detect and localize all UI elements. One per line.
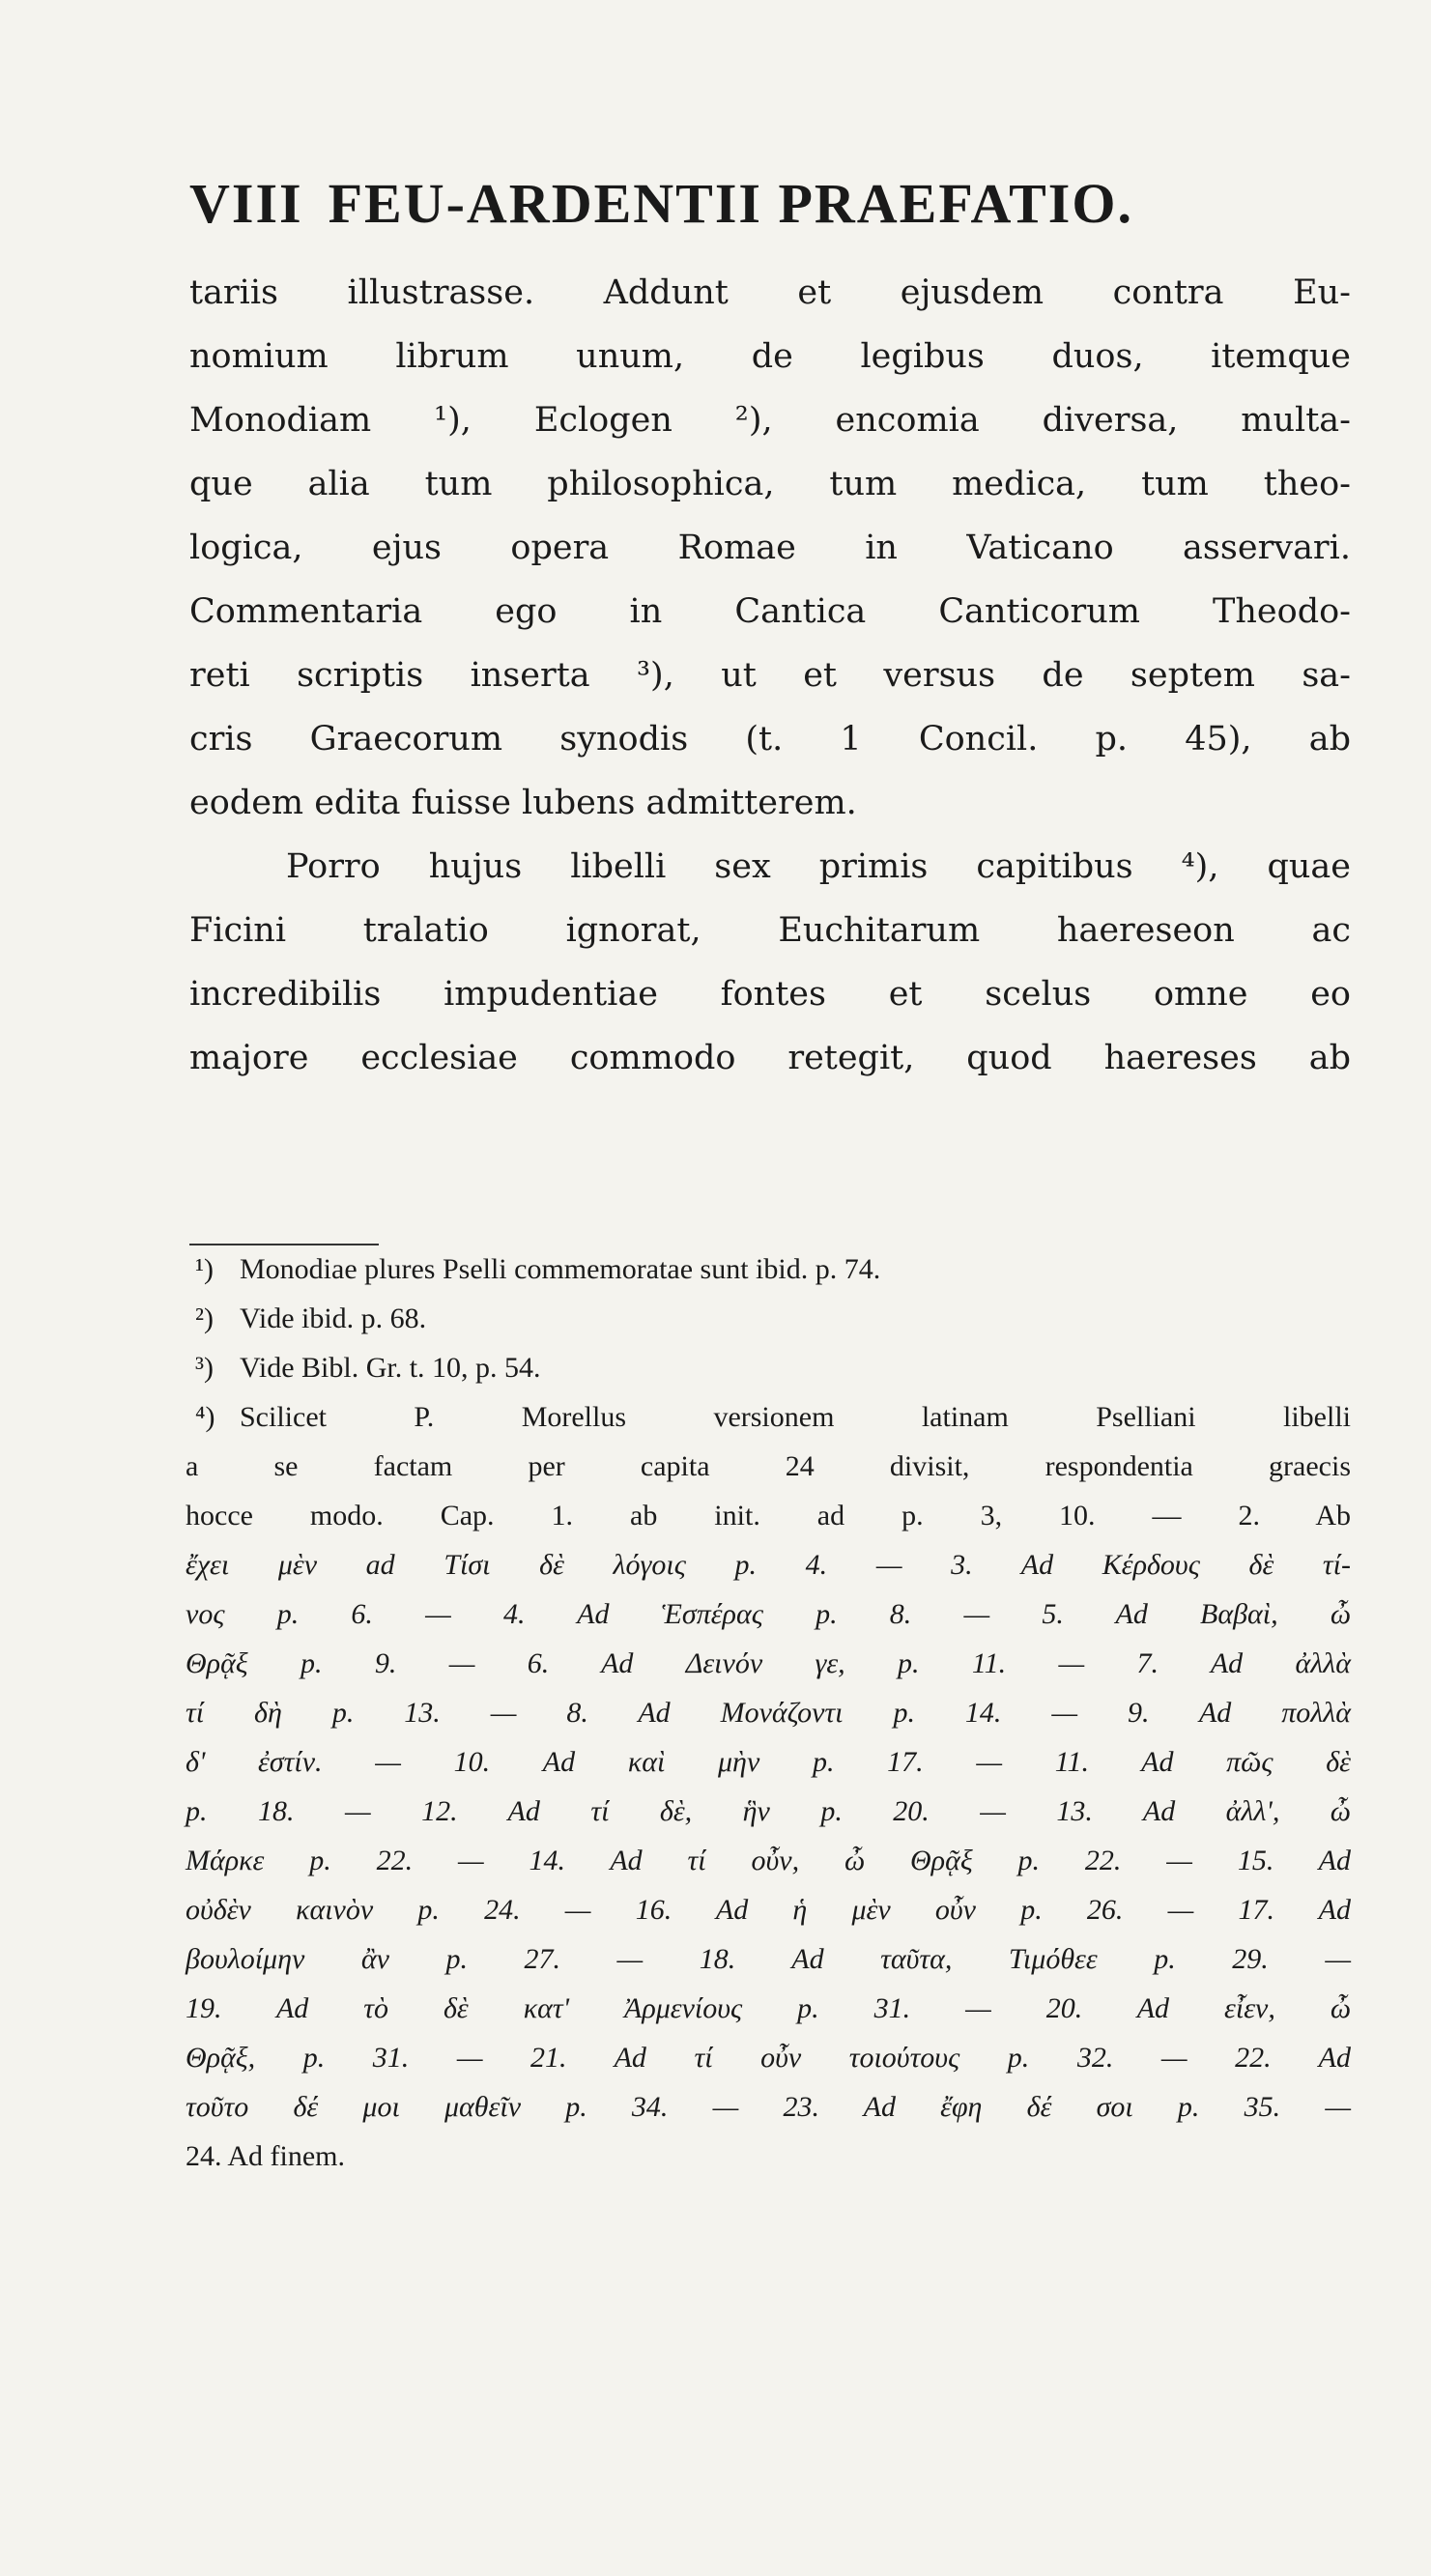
footnote-line: p. 18. — 12. Ad τί δὲ, ἣν p. 20. — 13. Ad ἀλλ', ὦ [186, 1795, 1351, 1827]
footnote-line: 24. Ad finem. [186, 2140, 345, 2172]
text-line: logica, ejus opera Romae in Vaticano asservari. [189, 529, 1351, 567]
text-line: que alia tum philosophica, tum medica, tum theo- [189, 465, 1351, 503]
footnote-2 [195, 1294, 1351, 1343]
text-line: incredibilis impudentiae fontes et scelus omne eo [189, 975, 1351, 1014]
text-line: Ficini tralatio ignorat, Euchitarum haereseon ac [189, 911, 1351, 950]
footnote-line: Vide Bibl. Gr. t. 10, p. 54. [240, 1352, 541, 1384]
running-title: FEU-ARDENTII PRAEFATIO. [328, 172, 1133, 235]
footnote-line: Scilicet P. Morellus versionem latinam Pselliani libelli [240, 1401, 1351, 1433]
footnote-line: Monodiae plures Pselli commemoratae sunt ibid. p. 74. [240, 1253, 881, 1285]
footnote-1 [195, 1245, 1351, 1294]
footnote-line: Θρᾷξ, p. 31. — 21. Ad τί οὖν τοιούτους p. 32. — 22. Ad [186, 2042, 1351, 2074]
footnote-marker: ²) [195, 1302, 214, 1334]
footnote-marker: ³) [195, 1352, 214, 1384]
footnote-line: 19. Ad τὸ δὲ κατ' Ἀρμενίους p. 31. — 20. Ad εἶεν, ὦ [186, 1992, 1351, 2024]
text-line: eodem edita fuisse lubens admitterem. [189, 784, 857, 822]
text-line: cris Graecorum synodis (t. 1 Concil. p. 45), ab [189, 720, 1351, 758]
footnote-3 [195, 1343, 1351, 1392]
text-line: reti scriptis inserta ³), ut et versus de septem sa- [189, 656, 1351, 695]
main-text [189, 261, 1351, 1090]
footnote-line: Vide ibid. p. 68. [240, 1302, 427, 1334]
footnote-line: οὐδὲν καινὸν p. 24. — 16. Ad ἡ μὲν οὖν p. 26. — 17. Ad [186, 1894, 1351, 1926]
footnote-line: Μάρκε p. 22. — 14. Ad τί οὖν, ὦ Θρᾷξ p. 22. — 15. Ad [186, 1845, 1351, 1876]
footnote-4-continuation [186, 1442, 1351, 2181]
footnotes [186, 1245, 1351, 2181]
footnote-marker: ¹) [195, 1253, 214, 1285]
text-line: nomium librum unum, de legibus duos, itemque [189, 337, 1351, 376]
paragraph-1 [189, 261, 1351, 835]
text-line: Monodiam ¹), Eclogen ²), encomia diversa, multa- [189, 401, 1351, 440]
footnote-line: νος p. 6. — 4. Ad Ἑσπέρας p. 8. — 5. Ad Βαβαὶ, ὦ [186, 1598, 1351, 1630]
text-line: Commentaria ego in Cantica Canticorum Theodo- [189, 592, 1351, 631]
paragraph-2 [189, 835, 1351, 1090]
footnote-line: ἔχει μὲν ad Τίσι δὲ λόγοις p. 4. — 3. Ad Κέρδους δὲ τί- [186, 1549, 1351, 1581]
footnote-line: τοῦτο δέ μοι μαθεῖν p. 34. — 23. Ad ἔφη δέ σοι p. 35. — [186, 2091, 1351, 2123]
footnote-line: a se factam per capita 24 divisit, respondentia graecis [186, 1450, 1351, 1482]
footnote-4 [186, 1392, 1351, 2181]
text-line: tariis illustrasse. Addunt et ejusdem contra Eu- [189, 273, 1351, 312]
footnote-marker: ⁴) [195, 1401, 215, 1433]
running-header [189, 170, 1252, 238]
footnote-line: τί δὴ p. 13. — 8. Ad Μονάζοντι p. 14. — 9. Ad πολλὰ [186, 1697, 1351, 1729]
text-line: Porro hujus libelli sex primis capitibus ⁴), quae [286, 847, 1351, 886]
footnote-line: Θρᾷξ p. 9. — 6. Ad Δεινόν γε, p. 11. — 7. Ad ἀλλὰ [186, 1647, 1351, 1679]
page-number: VIII [189, 172, 303, 235]
text-line: majore ecclesiae commodo retegit, quod haereses ab [189, 1039, 1351, 1077]
footnote-line: βουλοίμην ἂν p. 27. — 18. Ad ταῦτα, Τιμόθεε p. 29. — [186, 1943, 1351, 1975]
footnote-line: hocce modo. Cap. 1. ab init. ad p. 3, 10. — 2. Ab [186, 1500, 1351, 1531]
footnote-line: δ' ἐστίν. — 10. Ad καὶ μὴν p. 17. — 11. Ad πῶς δὲ [186, 1746, 1351, 1778]
